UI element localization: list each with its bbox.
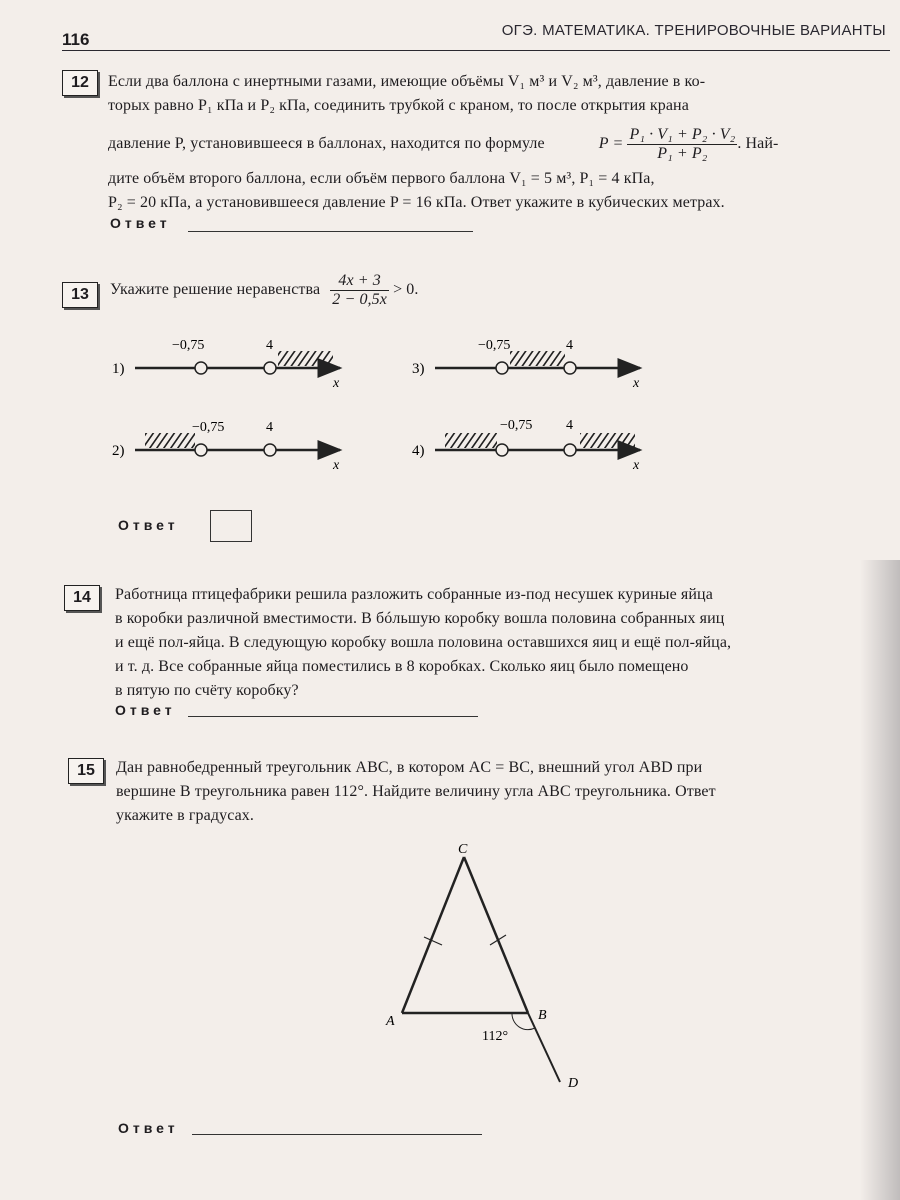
q12-line2: торых равно P₁ кПа и P₂ кПа, соединить трубкой с краном, то после открытия крана (108, 97, 689, 114)
running-header: ОГЭ. МАТЕМАТИКА. ТРЕНИРОВОЧНЫЕ ВАРИАНТЫ (501, 22, 886, 39)
q14-line3: и ещё пол-яйца. В следующую коробку вошла половина оставшихся яиц и ещё пол-яйца, (115, 634, 732, 651)
q12-line3 (108, 126, 893, 163)
answer-field-12[interactable] (188, 231, 473, 232)
q12-formula-denominator: P₁ + P₂ (657, 145, 708, 162)
question-number-12: 12 (62, 70, 98, 96)
option-1-hatch (278, 351, 333, 366)
option-2-point-a (195, 444, 207, 456)
side-cb (464, 857, 528, 1013)
option-4-label-a: −0,75 (500, 418, 533, 433)
vertex-label-b: B (538, 1008, 547, 1023)
option-3-label-a: −0,75 (478, 338, 511, 353)
question-number-13: 13 (62, 282, 98, 308)
question-number-15: 15 (68, 758, 104, 784)
q14-line1: Работница птицефабрики решила разложить собранные из-под несушек куриные яйца (115, 586, 713, 603)
q15-line2: вершине B треугольника равен 112°. Найдите величину угла ABC треугольника. Ответ (116, 783, 716, 800)
q15-line3: укажите в градусах. (116, 807, 255, 824)
q13-text-pre: Укажите решение неравенства (110, 281, 321, 299)
option-3 (412, 338, 640, 391)
side-ac (402, 857, 464, 1013)
option-3-point-b (564, 362, 576, 374)
page-number: 116 (62, 30, 90, 49)
option-1-label-a: −0,75 (172, 338, 205, 353)
option-1-label: 1) (112, 361, 125, 377)
question-13-text (110, 272, 419, 309)
option-2-label-b: 4 (266, 420, 273, 435)
option-4-hatch-left (445, 433, 497, 448)
option-3-var: x (633, 376, 640, 391)
option-2-point-b (264, 444, 276, 456)
option-2-var: x (333, 458, 340, 473)
page-edge-shadow (860, 560, 900, 1200)
ray-bd (528, 1013, 560, 1082)
q12-line5: P₂ = 20 кПа, а установившееся давление P = 16 кПа. Ответ укажите в кубических метрах. (108, 194, 725, 211)
option-3-point-a (496, 362, 508, 374)
angle-label: 112° (482, 1029, 509, 1044)
option-2-label-a: −0,75 (192, 420, 225, 435)
q13-fraction-numerator: 4x + 3 (330, 272, 389, 291)
q14-line5: в пятую по счёту коробку? (115, 682, 299, 699)
option-4-var: x (633, 458, 640, 473)
question-14-text (115, 583, 900, 703)
vertex-label-a: A (386, 1014, 395, 1029)
header-rule (62, 50, 890, 51)
q13-text-post: > 0. (393, 281, 419, 299)
option-2 (112, 420, 340, 473)
option-4-label-b: 4 (566, 418, 573, 433)
q12-formula-fraction (627, 126, 737, 163)
option-4-hatch-right (580, 433, 635, 448)
question-12-text (108, 70, 893, 215)
option-1 (112, 338, 340, 391)
option-4-point-b (564, 444, 576, 456)
q14-line4: и т. д. Все собранные яйца поместились в 8 коробках. Сколько яиц было помещено (115, 658, 689, 675)
option-1-label-b: 4 (266, 338, 273, 353)
option-3-label: 3) (412, 361, 425, 377)
point-label-d: D (568, 1076, 579, 1091)
answer-box-13[interactable] (210, 510, 252, 542)
triangle-diagram (370, 835, 600, 1095)
q13-fraction-denominator: 2 − 0,5x (332, 291, 387, 308)
question-15-text (116, 756, 896, 828)
answer-label-15: Ответ (118, 1120, 179, 1136)
option-2-label: 2) (112, 443, 125, 459)
option-1-point-b (264, 362, 276, 374)
option-2-hatch (145, 433, 195, 448)
q12-line1: Если два баллона с инертными газами, имеющие объёмы V₁ м³ и V₂ м³, давление в ко- (108, 73, 706, 90)
q12-formula-lhs: P = (598, 135, 624, 153)
q12-line3-pre: давление P, установившееся в баллонах, находится по формуле (108, 135, 545, 153)
tick-mark-bc (490, 935, 506, 945)
option-1-point-a (195, 362, 207, 374)
vertex-label-c: C (458, 842, 468, 857)
answer-label-14: Ответ (115, 702, 176, 718)
answer-field-15[interactable] (192, 1134, 482, 1135)
answer-field-14[interactable] (188, 716, 478, 717)
option-4-label: 4) (412, 443, 425, 459)
q12-line3-post: . Най- (737, 135, 779, 153)
answer-label-12: Ответ (110, 215, 171, 231)
q14-line2: в коробки различной вместимости. В бóльшую коробку вошла половина собранных яиц (115, 610, 725, 627)
q13-fraction (330, 272, 389, 309)
question-number-14: 14 (64, 585, 100, 611)
option-4-point-a (496, 444, 508, 456)
option-3-hatch (510, 351, 565, 366)
answer-label-13: Ответ (118, 517, 179, 533)
option-4 (412, 418, 640, 473)
option-1-var: x (333, 376, 340, 391)
q15-line1: Дан равнобедренный треугольник ABC, в котором AC = BC, внешний угол ABD при (116, 759, 703, 776)
number-line-options (100, 325, 660, 485)
q12-formula-numerator: P₁ · V₁ + P₂ · V₂ (629, 126, 736, 143)
option-3-label-b: 4 (566, 338, 573, 353)
q12-line4: дите объём второго баллона, если объём первого баллона V₁ = 5 м³, P₁ = 4 кПа, (108, 170, 655, 187)
